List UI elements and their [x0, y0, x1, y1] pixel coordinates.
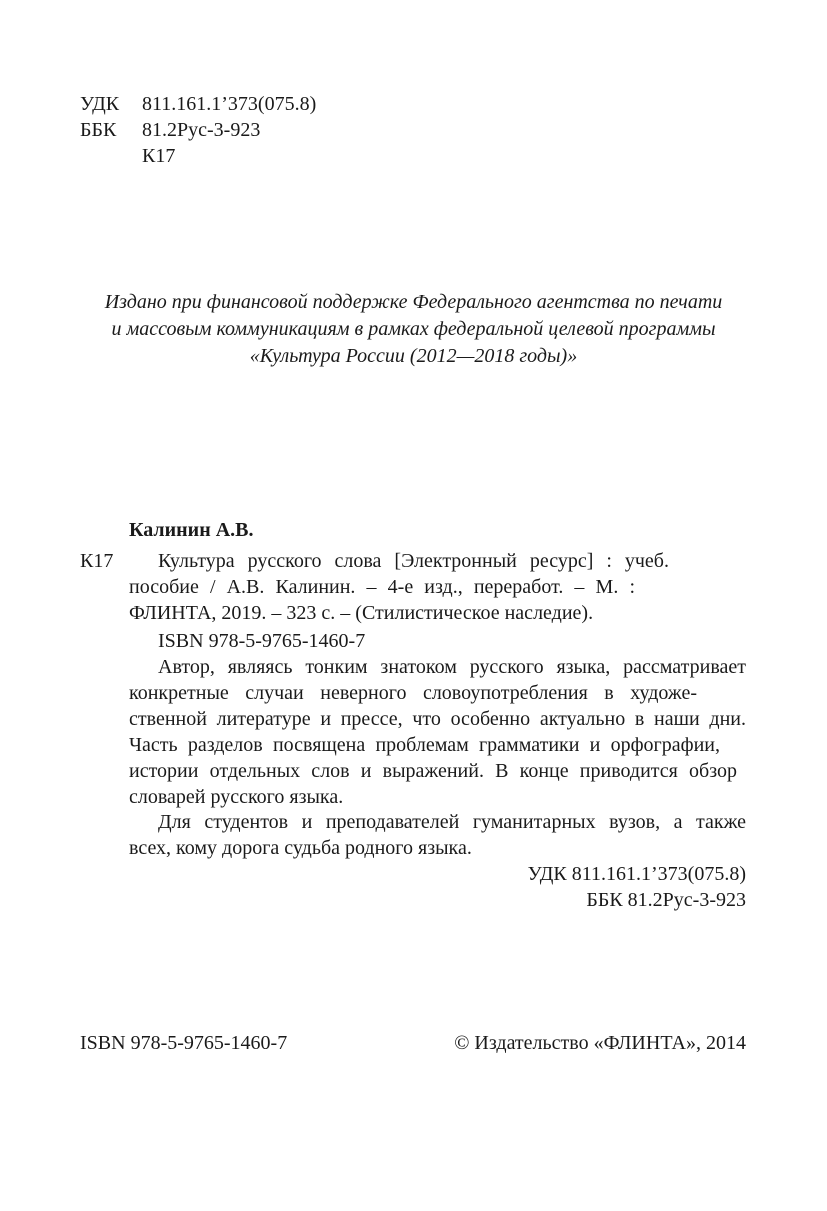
abstract-line-3: ственной литературе и прессе, что особенно актуально в наши дни.	[129, 708, 746, 730]
support-line-2: и массовым коммуникациям в рамках федеральной целевой программы	[111, 318, 716, 340]
description-line-2: пособие / А.В. Калинин. – 4-е изд., переработ. – М. :	[129, 576, 635, 598]
abstract-line-2: конкретные случаи неверного словоупотребления в художе-	[129, 682, 697, 704]
abstract-line-5: истории отдельных слов и выражений. В конце приводится обзор	[129, 760, 737, 782]
card-author: Калинин А.В.	[129, 519, 254, 541]
udk-value: 811.161.1’373(075.8)	[142, 93, 317, 115]
card-mark: К17	[80, 550, 114, 572]
footer-copyright: © Издательство «ФЛИНТА», 2014	[454, 1032, 746, 1054]
udk-label: УДК	[80, 93, 120, 115]
author-mark: К17	[142, 145, 176, 167]
support-line-1: Издано при финансовой поддержке Федерального агентства по печати	[104, 291, 723, 313]
card-udk: УДК 811.161.1’373(075.8)	[527, 863, 746, 885]
footer-isbn: ISBN 978-5-9765-1460-7	[80, 1032, 288, 1054]
abstract-line-4: Часть разделов посвящена проблемам грамматики и орфографии,	[129, 734, 720, 756]
abstract-line-6: словарей русского языка.	[129, 786, 344, 808]
description-line-1: Культура русского слова [Электронный ресурс] : учеб.	[158, 550, 669, 572]
support-line-3: «Культура России (2012—2018 годы)»	[249, 345, 578, 367]
card-bbk: ББК 81.2Рус-3-923	[586, 889, 746, 911]
audience-line-2: всех, кому дорога судьба родного языка.	[129, 837, 472, 859]
bbk-label: ББК	[80, 119, 117, 141]
card-isbn: ISBN 978-5-9765-1460-7	[158, 630, 366, 652]
abstract-line-1: Автор, являясь тонким знатоком русского языка, рассматривает	[158, 656, 746, 678]
audience-line-1: Для студентов и преподавателей гуманитарных вузов, а также	[158, 811, 746, 833]
description-line-3: ФЛИНТА, 2019. – 323 с. – (Стилистическое наследие).	[129, 602, 594, 624]
bbk-value: 81.2Рус-3-923	[142, 119, 261, 141]
